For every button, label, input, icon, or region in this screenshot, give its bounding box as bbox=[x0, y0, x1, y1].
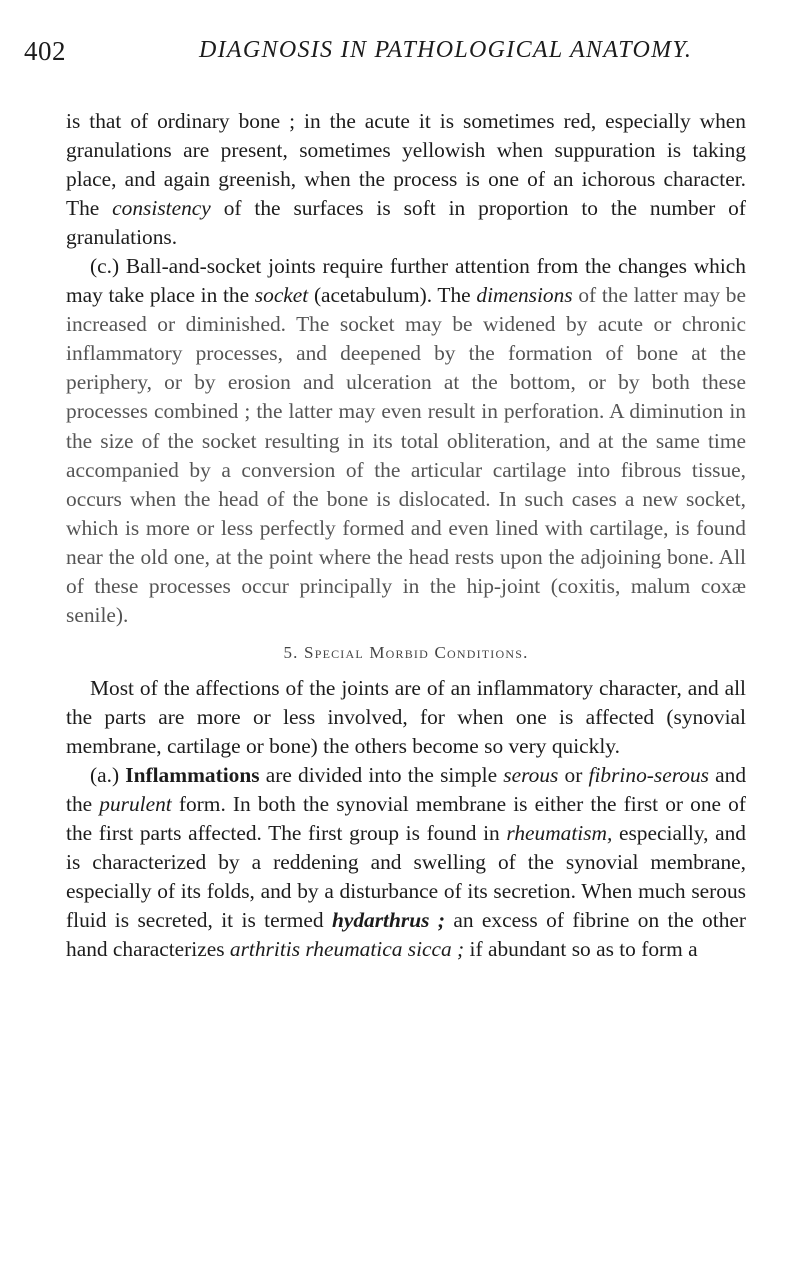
text-span: of the surfaces is soft in proportion to the number of granulations. bbox=[66, 196, 747, 250]
text-span: if abundant so as to form a bbox=[464, 937, 698, 962]
italic-term: consistency bbox=[112, 196, 211, 221]
italic-term: serous bbox=[503, 762, 559, 787]
italic-term: arthritis rheumatica sicca ; bbox=[229, 937, 465, 962]
running-title: DIAGNOSIS IN PATHOLOGICAL ANATOMY. bbox=[199, 37, 693, 63]
text-span: of the latter may be increased or diminished. The socket may be widened by acute or chronic inflammatory processes, and deepened by the formation of bone at the periphery, or by erosion and ulceration at the bottom, or by both these processes combined ; the latter may even result in perforation. A diminution in the size of the socket resulting in its total obliteration, and at the same time accompanied by a conversion of the articular cartilage into fibrous tissue, occurs when the head of the bone is dislocated. In such cases a new socket, which is more or less perfectly formed and even lined with cartilage, is found near the old one, at the point where the head rests upon the adjoining bone. All of these processes occur principally in the hip-joint (coxitis, malum coxæ senile). bbox=[66, 283, 746, 627]
text-span: or bbox=[558, 762, 589, 787]
italic-term: dimensions bbox=[476, 283, 573, 308]
body-text bbox=[66, 107, 746, 964]
bold-term: Inflammations bbox=[125, 762, 260, 787]
italic-term: fibrino-serous bbox=[588, 762, 709, 787]
text-span: Most of the affections of the joints are of an inflammatory character, and all the parts are more or less involved, for when one is affected (synovial membrane, cartilage or bone) the others become so very quickly. bbox=[66, 675, 746, 758]
text-span: (acetabulum). The bbox=[308, 283, 477, 308]
italic-term: socket bbox=[254, 283, 309, 308]
italic-term: hydarthrus ; bbox=[331, 908, 445, 933]
paragraph-affections bbox=[66, 674, 746, 761]
paragraph-granulations bbox=[66, 107, 746, 252]
page-header bbox=[24, 36, 784, 76]
text-span: (a.) bbox=[90, 762, 126, 787]
page-number: 402 bbox=[24, 36, 66, 66]
text-span: (c.) Ball-and-socket joints require further attention from the changes which may take place in the bbox=[66, 254, 746, 308]
section-heading: 5. Special Morbid Conditions. bbox=[283, 642, 529, 662]
paragraph-inflammations bbox=[66, 761, 746, 964]
text-span: and the bbox=[66, 762, 747, 817]
text-span: especially, and is characterized by a reddening and swelling of the synovial membrane, especially of its folds, and by a disturbance of its secretion. When much serous fluid is secreted, it is termed bbox=[66, 821, 746, 933]
text-span: is that of ordinary bone ; in the acute it is sometimes red, especially when granulations are present, sometimes yellowish when suppuration is taking place, and again greenish, when the process is one of an ichorous character. The bbox=[66, 109, 746, 221]
text-span: form. In both the synovial membrane is either the first or one of the first parts affected. The first group is found in bbox=[66, 792, 746, 846]
italic-term: rheumatism, bbox=[506, 821, 613, 846]
text-span: are divided into the simple bbox=[259, 762, 504, 787]
paragraph-ball-and-socket bbox=[66, 252, 746, 630]
text-span: an excess of fibrine on the other hand characterizes bbox=[66, 908, 747, 962]
italic-term: purulent bbox=[99, 792, 172, 817]
